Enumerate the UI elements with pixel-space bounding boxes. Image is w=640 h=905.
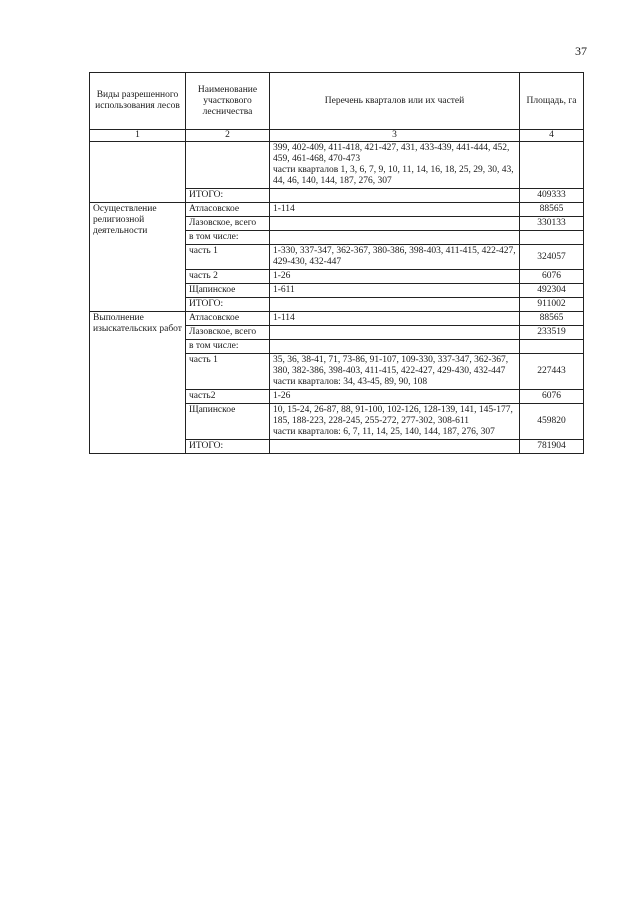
area-cell: 492304 — [520, 284, 584, 298]
area-cell — [520, 142, 584, 189]
header-forestry-name: Наименование участкового лесничества — [186, 73, 270, 130]
table-row — [90, 203, 584, 217]
column-index-row — [90, 130, 584, 142]
column-index: 3 — [270, 130, 520, 142]
quarters-cell — [270, 326, 520, 340]
forestry-name-cell: часть 1 — [186, 245, 270, 270]
quarters-cell: 1-26 — [270, 390, 520, 404]
quarters-cell — [270, 142, 520, 189]
area-cell — [520, 231, 584, 245]
forestry-name-cell: Щапинское — [186, 284, 270, 298]
forestry-name-cell: Атласовское — [186, 203, 270, 217]
header-area: Площадь, га — [520, 73, 584, 130]
area-cell: 6076 — [520, 270, 584, 284]
use-type-cell: Выполнение изыскательских работ — [90, 312, 186, 454]
area-cell: 459820 — [520, 404, 584, 440]
total-value: 781904 — [520, 440, 584, 454]
forestry-name-cell: часть 1 — [186, 354, 270, 390]
area-cell — [520, 340, 584, 354]
quarter-parts-list: части кварталов 1, 3, 6, 7, 9, 10, 11, 14, 16, 18, 25, 29, 30, 43, 44, 46, 140, 144, 187, 276, 307 — [273, 165, 514, 186]
quarters-cell: 1-26 — [270, 270, 520, 284]
area-cell: 88565 — [520, 312, 584, 326]
header-quarters: Перечень кварталов или их частей — [270, 73, 520, 130]
total-value: 409333 — [520, 189, 584, 203]
table-row — [90, 142, 584, 189]
area-cell: 88565 — [520, 203, 584, 217]
forestry-name-cell: Лазовское, всего — [186, 326, 270, 340]
page-number: 37 — [575, 44, 587, 58]
quarters-cell — [270, 354, 520, 390]
total-empty-cell — [270, 189, 520, 203]
area-cell: 233519 — [520, 326, 584, 340]
total-label: ИТОГО: — [186, 298, 270, 312]
quarters-cell: 1-611 — [270, 284, 520, 298]
quarters-cell: 1-330, 337-347, 362-367, 380-386, 398-403, 411-415, 422-427, 429-430, 432-447 — [270, 245, 520, 270]
column-index: 2 — [186, 130, 270, 142]
quarters-cell — [270, 217, 520, 231]
use-type-cell — [90, 142, 186, 203]
forestry-name-cell: в том числе: — [186, 340, 270, 354]
quarters-list: 10, 15-24, 26-87, 88, 91-100, 102-126, 128-139, 141, 145-177, 185, 188-223, 228-245, 255-272, 277-302, 308-611 — [273, 405, 513, 426]
use-type-cell: Осуществление религиозной деятельности — [90, 203, 186, 312]
header-use-type: Виды разрешенного использования лесов — [90, 73, 186, 130]
quarters-list: 35, 36, 38-41, 71, 73-86, 91-107, 109-330, 337-347, 362-367, 380, 382-386, 398-403, 411-415, 422-427, 429-430, 432-447 — [273, 355, 509, 376]
total-value: 911002 — [520, 298, 584, 312]
quarters-cell — [270, 404, 520, 440]
forestry-name-cell: часть2 — [186, 390, 270, 404]
forest-use-table — [89, 72, 584, 454]
quarters-list: 399, 402-409, 411-418, 421-427, 431, 433-439, 441-444, 452, 459, 461-468, 470-473 — [273, 143, 510, 164]
total-empty-cell — [270, 298, 520, 312]
quarters-cell: 1-114 — [270, 312, 520, 326]
forestry-name-cell — [186, 142, 270, 189]
area-cell: 330133 — [520, 217, 584, 231]
quarter-parts-list: части кварталов: 6, 7, 11, 14, 25, 140, 144, 187, 276, 307 — [273, 427, 495, 437]
table-row — [90, 312, 584, 326]
column-index: 4 — [520, 130, 584, 142]
total-label: ИТОГО: — [186, 189, 270, 203]
area-cell: 324057 — [520, 245, 584, 270]
total-empty-cell — [270, 440, 520, 454]
total-label: ИТОГО: — [186, 440, 270, 454]
area-cell: 6076 — [520, 390, 584, 404]
quarters-cell — [270, 340, 520, 354]
forestry-name-cell: в том числе: — [186, 231, 270, 245]
forestry-name-cell: часть 2 — [186, 270, 270, 284]
area-cell: 227443 — [520, 354, 584, 390]
forestry-name-cell: Атласовское — [186, 312, 270, 326]
forestry-name-cell: Щапинское — [186, 404, 270, 440]
quarters-cell — [270, 231, 520, 245]
table-header-row — [90, 73, 584, 130]
quarter-parts-list: части кварталов: 34, 43-45, 89, 90, 108 — [273, 377, 428, 387]
forestry-name-cell: Лазовское, всего — [186, 217, 270, 231]
column-index: 1 — [90, 130, 186, 142]
quarters-cell: 1-114 — [270, 203, 520, 217]
